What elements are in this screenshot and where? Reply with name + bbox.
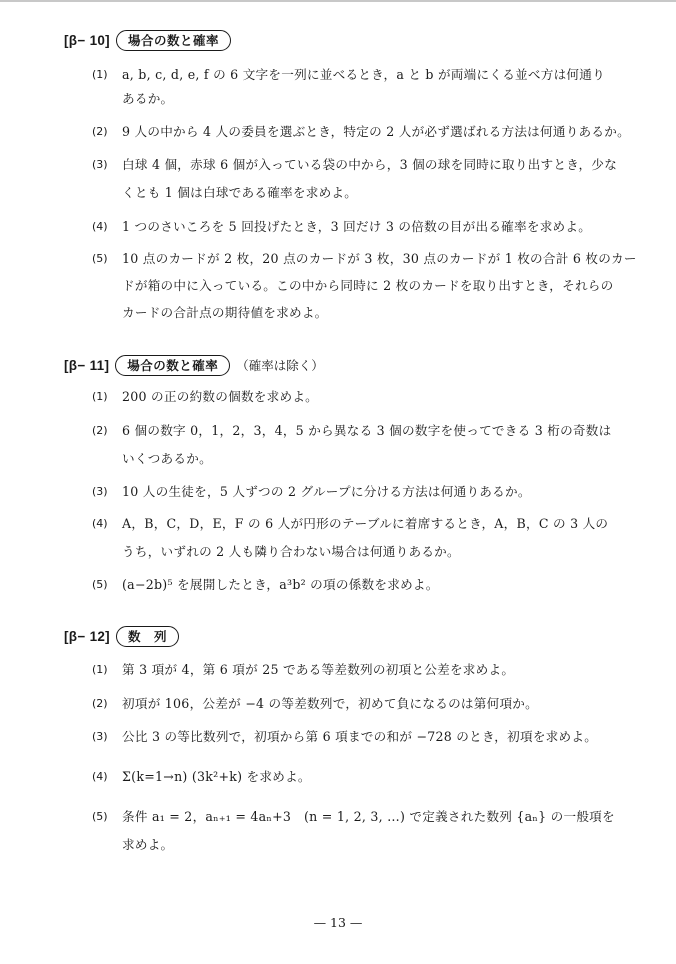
section-header [64,353,324,377]
problem-number: (4) [92,220,108,233]
problem-number: (1) [92,663,108,676]
problem-text-line: 9 人の中から 4 人の委員を選ぶとき，特定の 2 人が必ず選ばれる方法は何通りあるか。 [122,124,630,139]
section-header [64,28,231,52]
problem-number: (2) [92,697,108,710]
section-topic-badge: 場合の数と確率 [116,30,231,51]
problem-text-line: A，B，C，D，E，F の 6 人が円形のテーブルに着席するとき，A，B，C の 3 人の [122,516,609,531]
problem-text-line: 200 の正の約数の個数を求めよ。 [122,389,319,404]
problem-text-line: Σ(k=1→n) (3k²+k) を求めよ。 [122,769,311,784]
problem-number: (2) [92,424,108,437]
problem-text-line: うち，いずれの 2 人も隣り合わない場合は何通りあるか。 [122,544,460,559]
problem-text-line: 10 点のカードが 2 枚，20 点のカードが 3 枚，30 点のカードが 1 枚の合計 6 枚のカー [122,251,637,266]
problem-number: (4) [92,770,108,783]
problem-text-line: 白球 4 個，赤球 6 個が入っている袋の中から，3 個の球を同時に取り出すとき，少な [122,157,618,172]
problem-number: (1) [92,390,108,403]
problem-number: (5) [92,252,108,265]
section-code: [β− 10] [64,32,110,48]
problem-text-line: 6 個の数字 0，1，2，3，4，5 から異なる 3 個の数字を使ってできる 3 桁の奇数は [122,423,612,438]
section-code: [β− 11] [64,357,110,373]
section-note: （確率は除く） [236,358,324,373]
section-topic-badge: 数 列 [116,626,179,647]
problem-text-line: a, b, c, d, e, f の 6 文字を一列に並べるとき，a と b が両端にくる並べ方は何通り [122,67,605,82]
problem-text-line: 10 人の生徒を，5 人ずつの 2 グループに分ける方法は何通りあるか。 [122,484,531,499]
page-number: — 13 — [313,915,363,930]
problem-number: (1) [92,68,108,81]
problem-number: (2) [92,125,108,138]
problem-number: (3) [92,485,108,498]
problem-text-line: 初項が 106，公差が −4 の等差数列で，初めて負になるのは第何項か。 [122,696,538,711]
problem-text-line: いくつあるか。 [122,451,212,466]
problem-number: (5) [92,578,108,591]
problem-number: (4) [92,517,108,530]
problem-text-line: ドが箱の中に入っている。この中から同時に 2 枚のカードを取り出すとき，それらの [122,278,614,293]
problem-number: (3) [92,158,108,171]
problem-text-line: 公比 3 の等比数列で，初項から第 6 項までの和が −728 のとき，初項を求めよ。 [122,729,598,744]
problem-text-line: 1 つのさいころを 5 回投げたとき，3 回だけ 3 の倍数の目が出る確率を求めよ。 [122,219,592,234]
page-top-edge [0,0,676,2]
problem-number: (5) [92,810,108,823]
problem-text-line: あるか。 [122,91,174,106]
problem-text-line: 求めよ。 [122,837,174,852]
problem-number: (3) [92,730,108,743]
problem-text-line: 第 3 項が 4，第 6 項が 25 である等差数列の初項と公差を求めよ。 [122,662,515,677]
section-topic-badge: 場合の数と確率 [115,355,230,376]
problem-text-line: (a−2b)⁵ を展開したとき，a³b² の項の係数を求めよ。 [122,577,439,592]
section-code: [β− 12] [64,628,110,644]
section-header [64,624,179,648]
problem-text-line: 条件 a₁ = 2，aₙ₊₁ = 4aₙ+3 (n = 1, 2, 3, …) で定義された数列 {aₙ} の一般項を [122,809,615,824]
problem-text-line: くとも 1 個は白球である確率を求めよ。 [122,185,358,200]
problem-text-line: カードの合計点の期待値を求めよ。 [122,305,328,320]
